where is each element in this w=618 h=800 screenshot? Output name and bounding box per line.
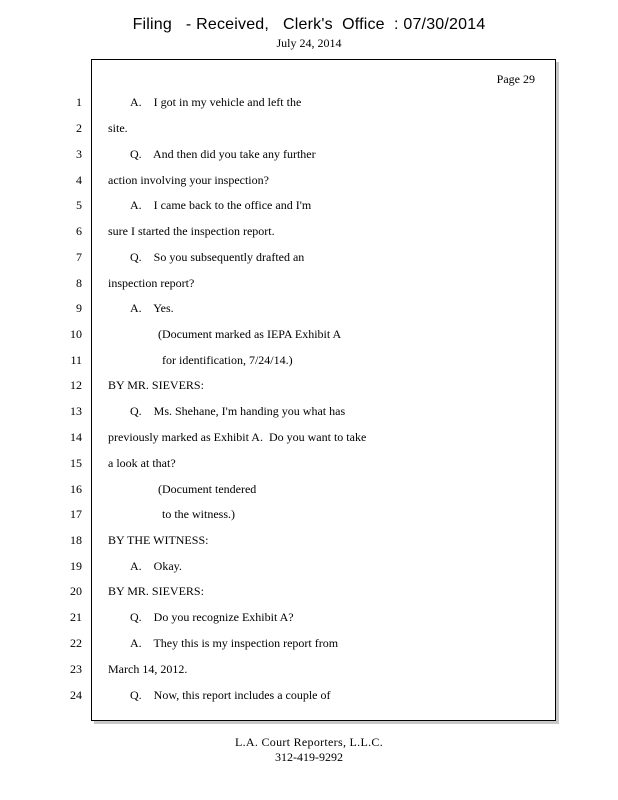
line-number: 5 — [76, 198, 82, 212]
transcript-line: (Document tendered — [158, 482, 257, 496]
line-number: 4 — [76, 173, 82, 187]
transcript-line: A. Okay. — [130, 559, 182, 573]
line-number: 13 — [70, 404, 82, 418]
transcript-line: previously marked as Exhibit A. Do you want to take — [108, 430, 367, 444]
line-number: 23 — [70, 662, 82, 676]
transcript-line: for identification, 7/24/14.) — [162, 353, 293, 367]
transcript-line: Q. So you subsequently drafted an — [130, 250, 305, 264]
transcript-line: A. I got in my vehicle and left the — [130, 95, 302, 109]
transcript-line: A. I came back to the office and I'm — [130, 198, 312, 212]
line-number: 21 — [70, 610, 82, 624]
line-number: 20 — [70, 584, 82, 598]
header-date: July 24, 2014 — [276, 36, 342, 50]
line-number: 3 — [76, 147, 82, 161]
transcript-line: site. — [108, 121, 128, 135]
line-number: 6 — [76, 224, 82, 238]
line-number: 10 — [70, 327, 82, 341]
transcript-line: BY THE WITNESS: — [108, 533, 209, 547]
line-number: 15 — [70, 456, 82, 470]
transcript-line: to the witness.) — [162, 507, 235, 521]
line-number: 16 — [70, 482, 82, 496]
transcript-line: inspection report? — [108, 276, 195, 290]
line-number: 8 — [76, 276, 82, 290]
line-number: 24 — [70, 688, 82, 702]
line-number: 18 — [70, 533, 82, 547]
line-number: 1 — [76, 95, 82, 109]
transcript-line: Q. Ms. Shehane, I'm handing you what has — [130, 404, 346, 418]
line-number: 17 — [70, 507, 82, 521]
transcript-line: Q. And then did you take any further — [130, 147, 316, 161]
footer-company: L.A. Court Reporters, L.L.C. — [234, 735, 384, 749]
transcript-line: March 14, 2012. — [108, 662, 188, 676]
transcript-line: a look at that? — [108, 456, 176, 470]
transcript-line: A. They this is my inspection report from — [130, 636, 339, 650]
transcript-line: BY MR. SIEVERS: — [108, 378, 204, 392]
transcript-line: Q. Now, this report includes a couple of — [130, 688, 331, 702]
line-number: 7 — [76, 250, 82, 264]
line-number: 19 — [70, 559, 82, 573]
line-number: 14 — [70, 430, 82, 444]
line-number: 22 — [70, 636, 82, 650]
transcript-line: Q. Do you recognize Exhibit A? — [130, 610, 294, 624]
filing-stamp: Filing - Received, Clerk's Office : 07/30/2014 — [132, 16, 486, 33]
transcript-line: sure I started the inspection report. — [108, 224, 275, 238]
transcript-line: (Document marked as IEPA Exhibit A — [158, 327, 342, 341]
page-number: Page 29 — [496, 72, 535, 86]
transcript-line: action involving your inspection? — [108, 173, 269, 187]
line-number: 12 — [70, 378, 82, 392]
transcript-line: BY MR. SIEVERS: — [108, 584, 204, 598]
line-number: 11 — [70, 353, 82, 367]
transcript-line: A. Yes. — [130, 301, 174, 315]
line-number: 9 — [76, 301, 82, 315]
footer-phone: 312-419-9292 — [275, 750, 343, 764]
line-number: 2 — [76, 121, 82, 135]
